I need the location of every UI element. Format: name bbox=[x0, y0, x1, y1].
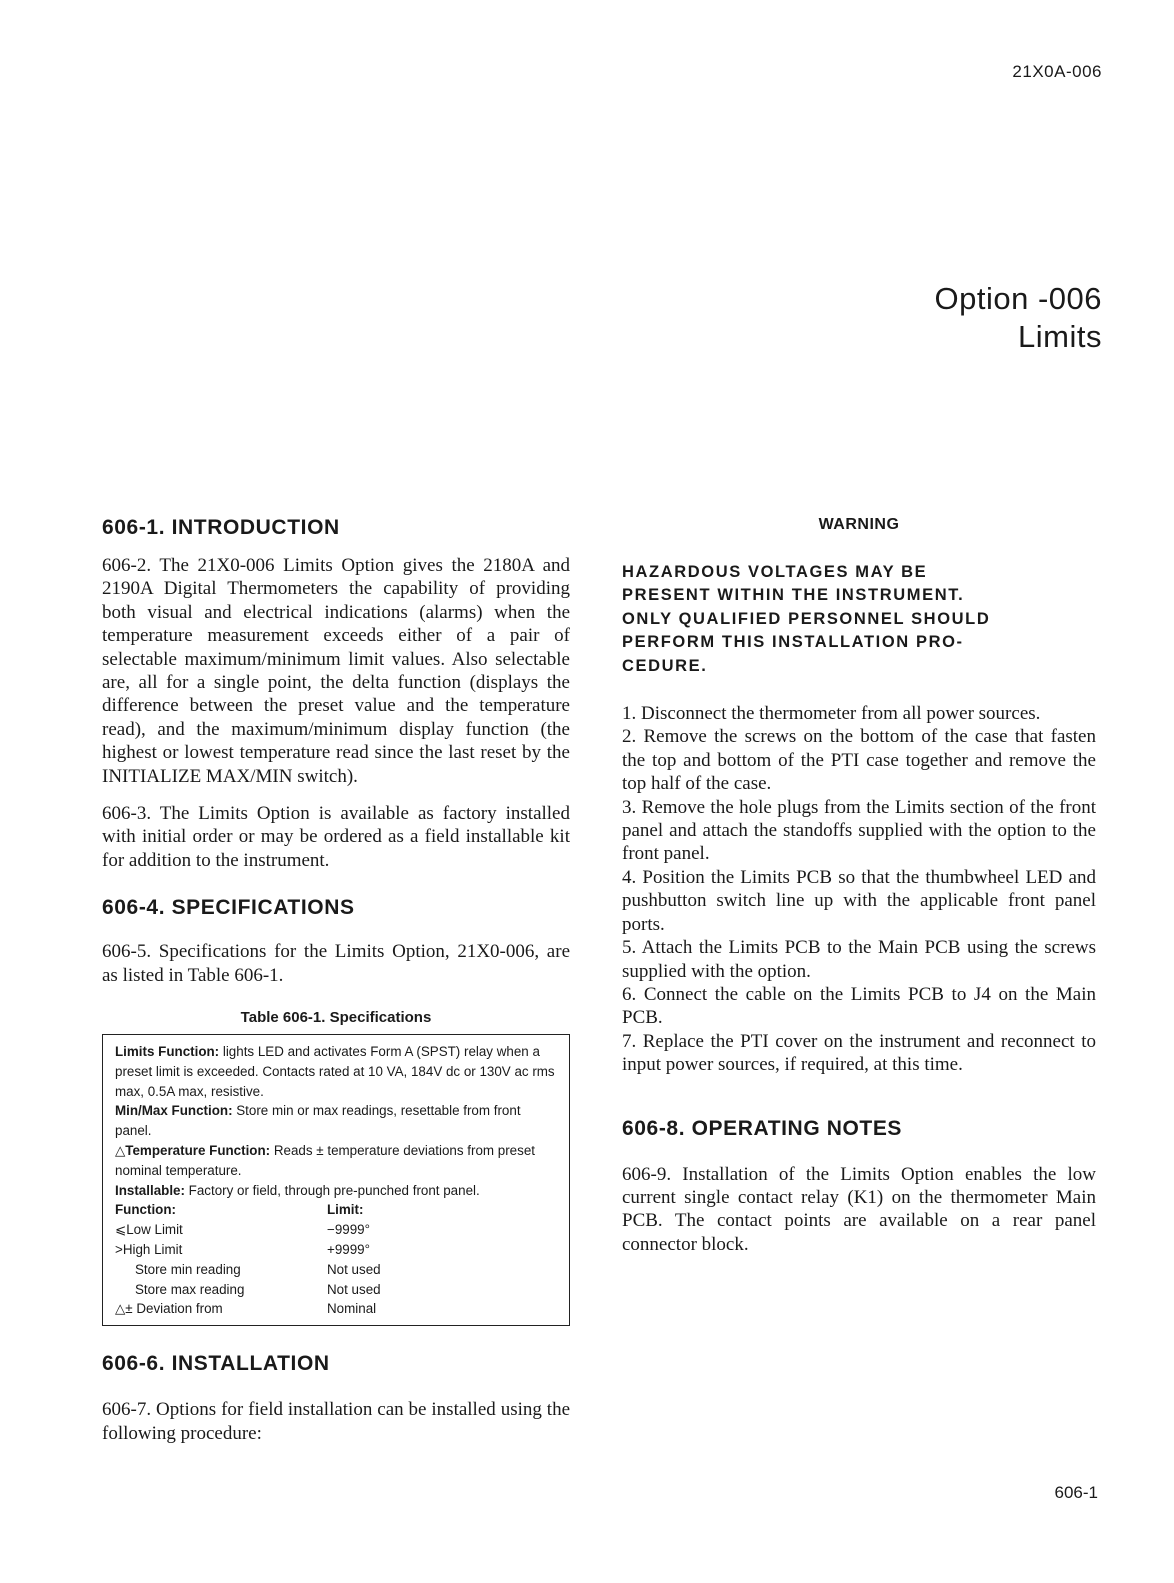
function-cell: △± Deviation from bbox=[115, 1301, 223, 1317]
step-6: 6. Connect the cable on the Limits PCB to J4 on the Main PCB. bbox=[622, 983, 1096, 1029]
limit-column-header: Limit: bbox=[327, 1202, 364, 1218]
step-3: 3. Remove the hole plugs from the Limits section of the front panel and attach the standoffs supplied with the option to the front panel. bbox=[622, 796, 1096, 865]
table-row bbox=[115, 1220, 557, 1240]
table-caption: Table 606-1. Specifications bbox=[240, 1009, 432, 1027]
minmax-function-text: Store min or max readings, resettable from front panel. bbox=[115, 1103, 521, 1139]
function-cell: Store min reading bbox=[135, 1261, 241, 1277]
temperature-function-spec bbox=[115, 1141, 557, 1181]
installable-label: Installable: bbox=[115, 1182, 185, 1198]
function-table-header bbox=[115, 1200, 557, 1220]
limits-function-text: lights LED and activates Form A (SPST) relay when a preset limit is exceeded. Contacts rated at 10 VA, 184V dc or 130V ac rms max, 0.5A max, resistive. bbox=[115, 1044, 555, 1099]
function-column-header: Function: bbox=[115, 1202, 176, 1218]
paragraph-606-2: 606-2. The 21X0-006 Limits Option gives the 2180A and 2190A Digital Thermometers the capability of providing both visual and electrical indications (alarms) when the temperature measurement exceeds either of a pair of selectable maximum/minimum limit values. Also selectable are, all for a single point, the delta function (displays the difference between the preset value and the temperature read), and the maximum/minimum display function (the highest or lowest temperature read since the last reset by the INITIALIZE MAX/MIN switch). bbox=[102, 555, 570, 787]
left-column bbox=[102, 516, 570, 1445]
limits-function-label: Limits Function: bbox=[115, 1044, 220, 1060]
page-title bbox=[935, 280, 1103, 356]
warning-text: HAZARDOUS VOLTAGES MAY BE PRESENT WITHIN THE INSTRUMENT. ONLY QUALIFIED PERSONNEL SHOULD PERFORM THIS INSTALLATION PRO-CEDURE. bbox=[622, 563, 991, 675]
title-line-option: Option -006 bbox=[934, 281, 1102, 316]
minmax-function-spec bbox=[115, 1101, 557, 1141]
step-1: 1. Disconnect the thermometer from all power sources. bbox=[622, 703, 1041, 725]
paragraph-606-9: 606-9. Installation of the Limits Option enables the low current single contact relay (K1) on the thermometer Main PCB. The contact points are available on a rear panel connector block. bbox=[622, 1163, 1096, 1255]
installation-heading: 606-6. INSTALLATION bbox=[102, 1352, 330, 1376]
document-id: 21X0A-006 bbox=[1012, 62, 1102, 81]
installable-spec bbox=[115, 1181, 557, 1201]
paragraph-606-7: 606-7. Options for field installation can be installed using the following procedure: bbox=[102, 1399, 570, 1444]
temperature-function-label: △Temperature Function: bbox=[115, 1143, 271, 1159]
right-column bbox=[622, 516, 1096, 1256]
installable-text: Factory or field, through pre-punched front panel. bbox=[184, 1182, 480, 1198]
warning-heading: WARNING bbox=[818, 516, 900, 533]
function-cell: Store max reading bbox=[135, 1281, 245, 1297]
limit-cell: Nominal bbox=[327, 1301, 377, 1317]
limits-function-spec bbox=[115, 1042, 557, 1101]
step-4: 4. Position the Limits PCB so that the thumbwheel LED and pushbutton switch line up with the applicable front panel ports. bbox=[622, 866, 1096, 935]
step-2: 2. Remove the screws on the bottom of the case that fasten the top and bottom of the PTI case together and remove the top half of the case. bbox=[622, 726, 1096, 795]
table-row bbox=[115, 1240, 557, 1260]
function-cell: ⩽Low Limit bbox=[115, 1222, 183, 1238]
table-row bbox=[115, 1260, 557, 1280]
operating-notes-heading: 606-8. OPERATING NOTES bbox=[622, 1116, 903, 1140]
paragraph-606-3: 606-3. The Limits Option is available as factory installed with initial order or may be ordered as a field installable kit for addition to the instrument. bbox=[102, 803, 570, 871]
title-line-limits: Limits bbox=[1018, 319, 1102, 354]
page-number: 606-1 bbox=[1054, 1483, 1098, 1502]
table-row bbox=[115, 1299, 557, 1319]
specifications-table bbox=[102, 1034, 570, 1326]
limit-cell: Not used bbox=[327, 1281, 381, 1297]
specifications-heading: 606-4. SPECIFICATIONS bbox=[102, 896, 355, 920]
step-5: 5. Attach the Limits PCB to the Main PCB using the screws supplied with the option. bbox=[622, 937, 1096, 982]
temperature-function-text: Reads ± temperature deviations from preset nominal temperature. bbox=[115, 1143, 535, 1178]
paragraph-606-5: 606-5. Specifications for the Limits Option, 21X0-006, are as listed in Table 606-1. bbox=[102, 941, 570, 986]
limit-cell: −9999° bbox=[327, 1222, 370, 1238]
introduction-heading: 606-1. INTRODUCTION bbox=[102, 516, 340, 539]
table-row bbox=[115, 1280, 557, 1300]
limit-cell: Not used bbox=[327, 1261, 381, 1277]
step-7: 7. Replace the PTI cover on the instrument and reconnect to input power sources, if required, at this time. bbox=[622, 1030, 1096, 1076]
minmax-function-label: Min/Max Function: bbox=[115, 1103, 233, 1119]
limit-cell: +9999° bbox=[327, 1242, 370, 1258]
function-cell: >High Limit bbox=[115, 1242, 183, 1258]
